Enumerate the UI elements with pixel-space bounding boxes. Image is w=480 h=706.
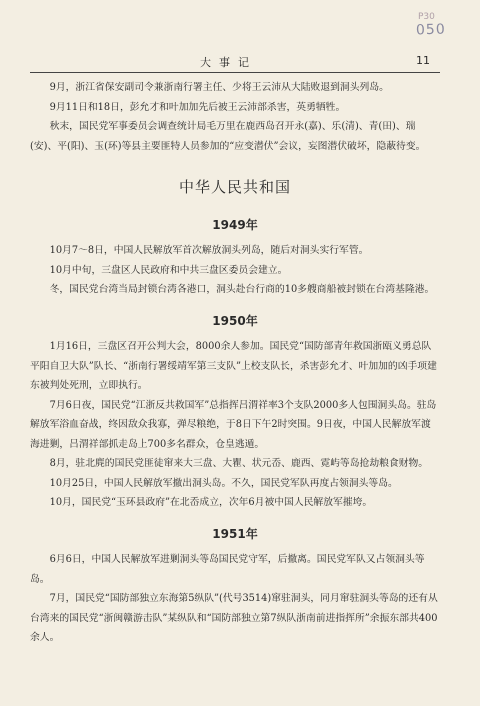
entry-paragraph: 7月，国民党“国防部独立东海第5纵队”(代号3514)窜驻洞头，同月窜驻洞头等岛的还有从台湾来的国民党“浙闽赣游击队”某纵队和“国防部独立第7纵队浙南前进指挥所”余振东部共400余人。 <box>30 593 438 643</box>
entry-paragraph: 10月25日，中国人民解放军撤出洞头岛。不久，国民党军队再度占领洞头等岛。 <box>49 477 398 489</box>
entry-paragraph: 9月11日和18日，彭允才和叶加加先后被王云沛部杀害，英勇牺牲。 <box>49 101 346 113</box>
entry-paragraph: 9月，浙江省保安副司令兼浙南行署主任、少将王云沛从大陆败退到洞头列岛。 <box>49 82 389 93</box>
entry-paragraph: 10月7～8日，中国人民解放军首次解放洞头列岛，随后对洞头实行军管。 <box>49 245 369 256</box>
entry-paragraph: 6月6日，中国人民解放军进剿洞头等岛国民党守军，后撤离。国民党军队又占领洞头等岛。 <box>30 554 425 585</box>
running-title: 大事记 <box>200 56 257 69</box>
running-header <box>30 54 438 70</box>
entry-paragraph: 冬，国民党台湾当局封锁台湾各港口，洞头赴台行商的10多艘商船被封锁在台湾基隆港。 <box>49 284 435 295</box>
page-number: 11 <box>416 54 430 67</box>
chronicle-body <box>30 78 440 648</box>
entry-paragraph: 1月16日，三盘区召开公判大会，8000余人参加。国民党“国防部青年救国浙瓯义勇总队平阳自卫大队”队长、“浙南行署绥靖军第三支队”上校支队长，杀害彭允才、叶加加的凶手项建东被判处死刑，立即执行。 <box>30 341 437 391</box>
stamp-note: P30 <box>418 12 435 22</box>
year-heading-1950: 1950年 <box>212 313 258 328</box>
entry-paragraph: 8月，驻北麂的国民党匪徒窜来大三盘、大瞿、状元岙、鹿西、霓屿等岛抢劫粮食财物。 <box>49 458 429 469</box>
header-rule <box>30 72 440 73</box>
year-heading-1949: 1949年 <box>212 217 258 232</box>
entry-paragraph: 10月中旬，三盘区人民政府和中共三盘区委员会建立。 <box>49 264 288 276</box>
year-heading-1951: 1951年 <box>212 526 258 541</box>
major-heading: 中华人民共和国 <box>178 178 291 196</box>
entry-paragraph: 秋末，国民党军事委员会调查统计局毛万里在鹿西岛召开永(嘉)、乐(清)、青(田)、瑞(安)、平(阳)、玉(环)等县主要匪特人员参加的“应变潜伏”会议，妄图潜伏破坏，隐蔽待变。 <box>30 121 426 152</box>
entry-paragraph: 10月，国民党“玉环县政府”在北岙成立，次年6月被中国人民解放军摧垮。 <box>49 497 373 508</box>
archive-stamp-number: 050 <box>415 21 447 39</box>
entry-paragraph: 7月6日夜，国民党“江浙反共救国军”总指挥吕渭祥率3个支队2000多人包围洞头岛。驻岛解放军浴血奋战，终因敌众我寡，弹尽粮绝，于8日下午2时突围。9日夜，中国人民解放军渡海进剿，吕渭祥部抓走岛上700多名群众，仓皇逃遁。 <box>30 399 437 450</box>
